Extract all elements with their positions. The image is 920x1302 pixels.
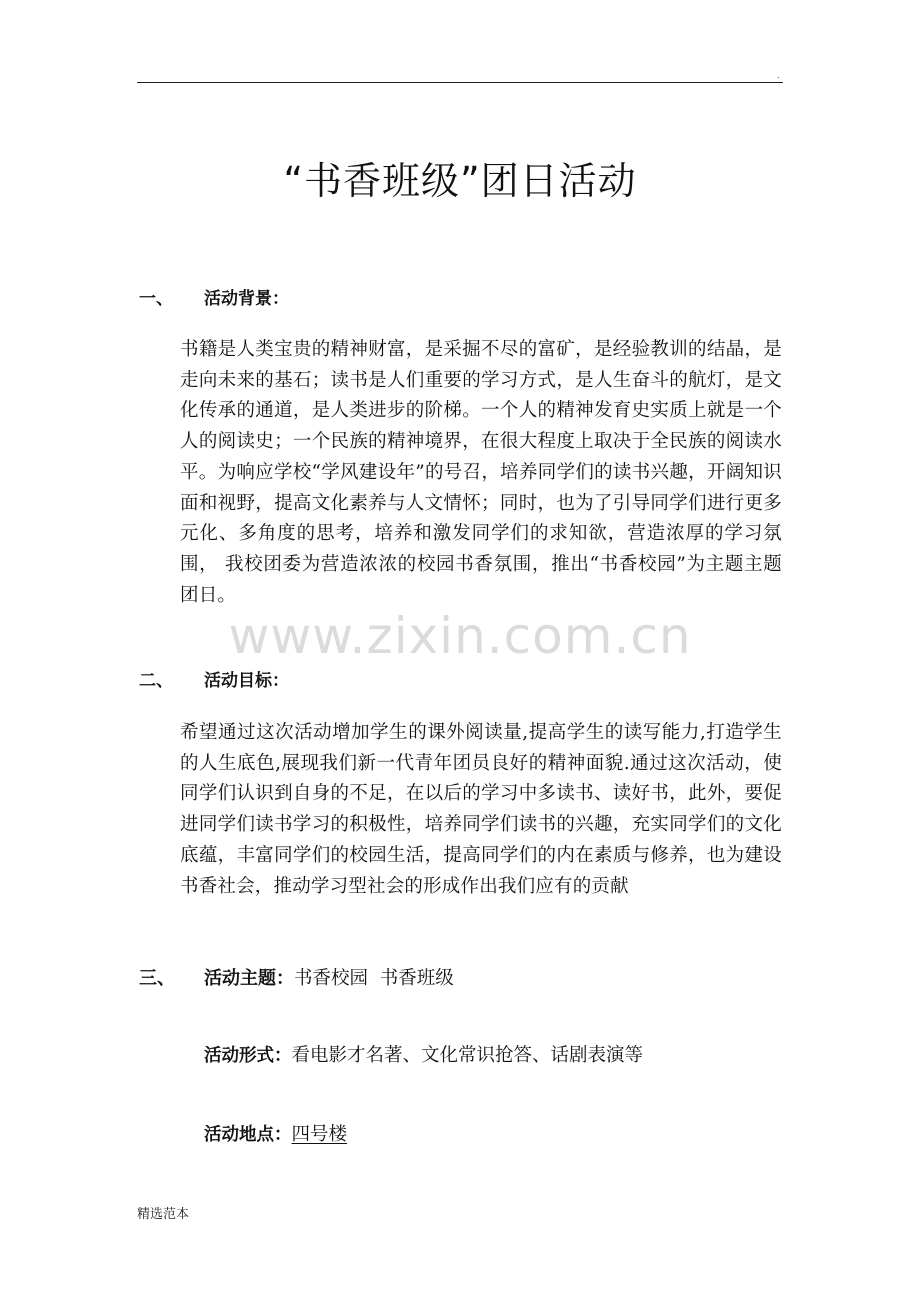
site-watermark: www.zixin.com.cn <box>228 607 692 665</box>
activity-location-field <box>204 1121 347 1149</box>
field-value: 看电影才名著、文化常识抢答、话剧表演等 <box>291 1045 644 1066</box>
section-label: 活动目标： <box>204 671 289 691</box>
section-number: 一、 <box>139 289 173 309</box>
section-heading-background <box>139 286 289 312</box>
section-label: 活动背景： <box>204 289 289 309</box>
theme-value: 书香校园 书香班级 <box>294 968 454 989</box>
header-dot: . <box>777 71 780 80</box>
field-label: 活动形式： <box>204 1046 292 1066</box>
section-number: 二、 <box>139 671 173 691</box>
section-heading-theme <box>139 966 454 992</box>
header-rule <box>137 82 783 83</box>
goals-paragraph: 希望通过这次活动增加学生的课外阅读量,提高学生的读写能力,打造学生的人生底色,展现我们新一代青年团员良好的精神面貌.通过这次活动，使同学们认识到自身的不足，在以后的学习中多读书、读好书，此外，要促进同学们读书学习的积极性，培养同学们读书的兴趣，充实同学们的文化底蕴，丰富同学们的校园生活，提高同学们的内在素质与修养，也为建设书香社会，推动学习型社会的形成作出我们应有的贡献 <box>180 722 782 897</box>
background-paragraph: 书籍是人类宝贵的精神财富，是采掘不尽的富矿，是经验教训的结晶，是走向未来的基石；读书是人们重要的学习方式，是人生奋斗的航灯，是文化传承的通道，是人类进步的阶梯。一个人的精神发育史实质上就是一个人的阅读史；一个民族的精神境界，在很大程度上取决于全民族的阅读水平。为响应学校“学风建设年”的号召，培养同学们的读书兴趣，开阔知识面和视野，提高文化素养与人文情怀；同时，也为了引导同学们进行更多元化、多角度的思考，培养和激发同学们的求知欲，营造浓厚的学习氛围， 我校团委为营造浓浓的校园书香氛围，推出“书香校园”为主题主题团日。 <box>180 339 782 606</box>
section-heading-goals <box>139 668 289 694</box>
footer-text: 精选范本 <box>137 1207 190 1222</box>
section-number: 三、 <box>139 968 175 989</box>
section-label: 活动主题： <box>204 968 294 989</box>
document-title: “书香班级”团日活动 <box>283 159 637 203</box>
field-value-underlined: 四号楼 <box>291 1124 348 1145</box>
activity-form-field <box>204 1042 643 1070</box>
field-label: 活动地点： <box>204 1125 292 1145</box>
